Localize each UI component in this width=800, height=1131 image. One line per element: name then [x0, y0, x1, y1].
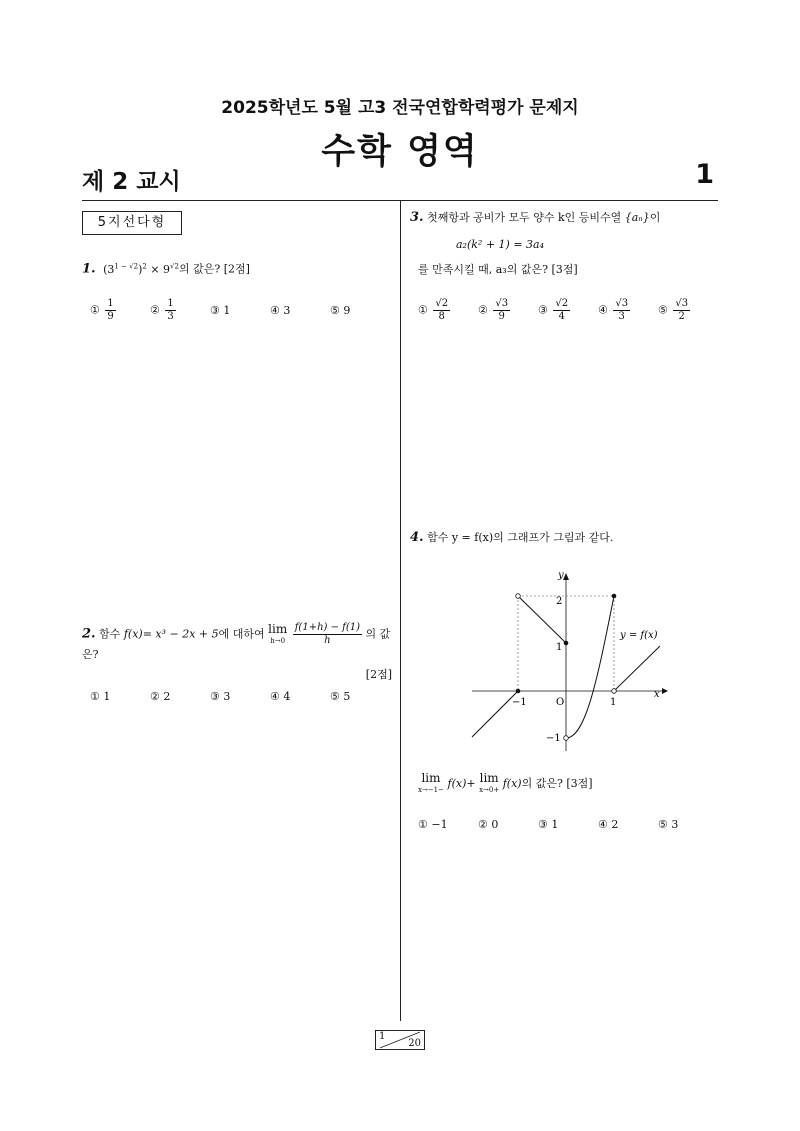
x-axis-label: x: [654, 689, 660, 700]
choice-2[interactable]: ② 2: [150, 690, 171, 703]
points-label: [2점]: [365, 668, 392, 681]
exam-subtitle: 2025학년도 5월 고3 전국연합학력평가 문제지: [221, 98, 579, 118]
choice-2[interactable]: ② $\frac{√3}{9}$: [478, 298, 509, 322]
question-2: 2. 함수 f(x)= x³ − 2x + 5에 대하여 lim h→0 $\frac{f(1+h) - f(1)}{h}$ 의 값은? [2점]: [82, 621, 392, 681]
choice-2[interactable]: ② $\frac{1}{3}$: [150, 298, 174, 322]
choice-1[interactable]: ① 1: [90, 690, 111, 703]
choice-4[interactable]: ④ 3: [270, 304, 291, 317]
question-number: 2.: [82, 626, 96, 642]
question-3: 3. 첫째항과 공비가 모두 양수 k인 등비수열 {aₙ}이: [410, 210, 661, 225]
open-point: [612, 689, 617, 694]
limit-operator: lim h→0: [268, 621, 288, 645]
choice-4[interactable]: ④ $\frac{√3}{3}$: [598, 298, 629, 322]
limit-operator: lim x→0+: [479, 771, 500, 794]
choice-5[interactable]: ⑤ 5: [330, 690, 351, 703]
page-current: 1: [379, 1031, 386, 1042]
closed-point: [516, 689, 521, 694]
y-tick-m1: −1: [546, 733, 561, 744]
q1-expression: $(3^{1 - √2})^2 \times 9^{√2}$: [103, 262, 179, 276]
subject-title: 수학 영역: [321, 132, 479, 172]
open-point: [516, 594, 521, 599]
page-total: 20: [408, 1038, 421, 1049]
choice-5[interactable]: ⑤ $\frac{√3}{2}$: [658, 298, 689, 322]
closed-point: [564, 641, 569, 646]
choice-1[interactable]: ① −1: [418, 818, 448, 831]
q3-choices: [418, 298, 718, 330]
choice-2[interactable]: ② 0: [478, 818, 499, 831]
question-number: 4.: [410, 530, 424, 545]
question-4: 4. 함수 y = f(x)의 그래프가 그림과 같다.: [410, 530, 614, 545]
y-axis-label: y: [558, 570, 564, 581]
origin-label: O: [556, 697, 565, 708]
choice-3[interactable]: ③ 3: [210, 690, 231, 703]
x-axis-arrow: [662, 688, 668, 694]
y-tick-2: 2: [556, 596, 563, 607]
closed-point: [612, 594, 617, 599]
choice-4[interactable]: ④ 4: [270, 690, 291, 703]
q4-choices: [418, 818, 718, 838]
choice-3[interactable]: ③ 1: [210, 304, 231, 317]
y-axis-arrow: [563, 573, 569, 580]
q1-choices: [90, 298, 390, 328]
x-tick-1: 1: [610, 697, 617, 708]
graph-curve: [566, 596, 617, 738]
page-counter: [375, 1030, 425, 1050]
question-1: [82, 258, 250, 278]
difference-quotient: $\frac{f(1+h) - f(1)}{h}$: [294, 622, 361, 646]
open-point: [564, 736, 569, 741]
page-number: 1: [695, 159, 714, 190]
question-number: 3.: [410, 210, 424, 225]
graph-segment-right: [614, 646, 660, 691]
q1-tail: 의 값은? [2점]: [178, 262, 250, 276]
column-divider: [400, 201, 401, 1021]
choice-5[interactable]: ⑤ 9: [330, 304, 351, 317]
limit-operator: lim x→−1−: [418, 771, 444, 794]
q3-prompt: 를 만족시킬 때, a₃의 값은? [3점]: [418, 263, 578, 276]
choice-3[interactable]: ③ 1: [538, 818, 559, 831]
choice-1[interactable]: ① $\frac{1}{9}$: [90, 298, 114, 322]
question-number: 1.: [82, 261, 96, 277]
q3-equation: a₂(k² + 1) = 3a₄: [456, 238, 545, 251]
curve-label: y = f(x): [620, 630, 658, 641]
q4-expression: lim x→−1− f(x)+ lim x→0+ f(x)의 값은? [3점]: [418, 771, 593, 794]
y-tick-1: 1: [556, 642, 563, 653]
choice-1[interactable]: ① $\frac{√2}{8}$: [418, 298, 449, 322]
choice-3[interactable]: ③ $\frac{√2}{4}$: [538, 298, 569, 322]
section-label: 5지선다형: [82, 211, 182, 235]
choice-5[interactable]: ⑤ 3: [658, 818, 679, 831]
function-graph: [466, 566, 676, 756]
period-label: 제 2 교시: [82, 169, 181, 195]
q2-choices: [90, 690, 390, 710]
choice-4[interactable]: ④ 2: [598, 818, 619, 831]
x-tick-m1: −1: [512, 697, 527, 708]
